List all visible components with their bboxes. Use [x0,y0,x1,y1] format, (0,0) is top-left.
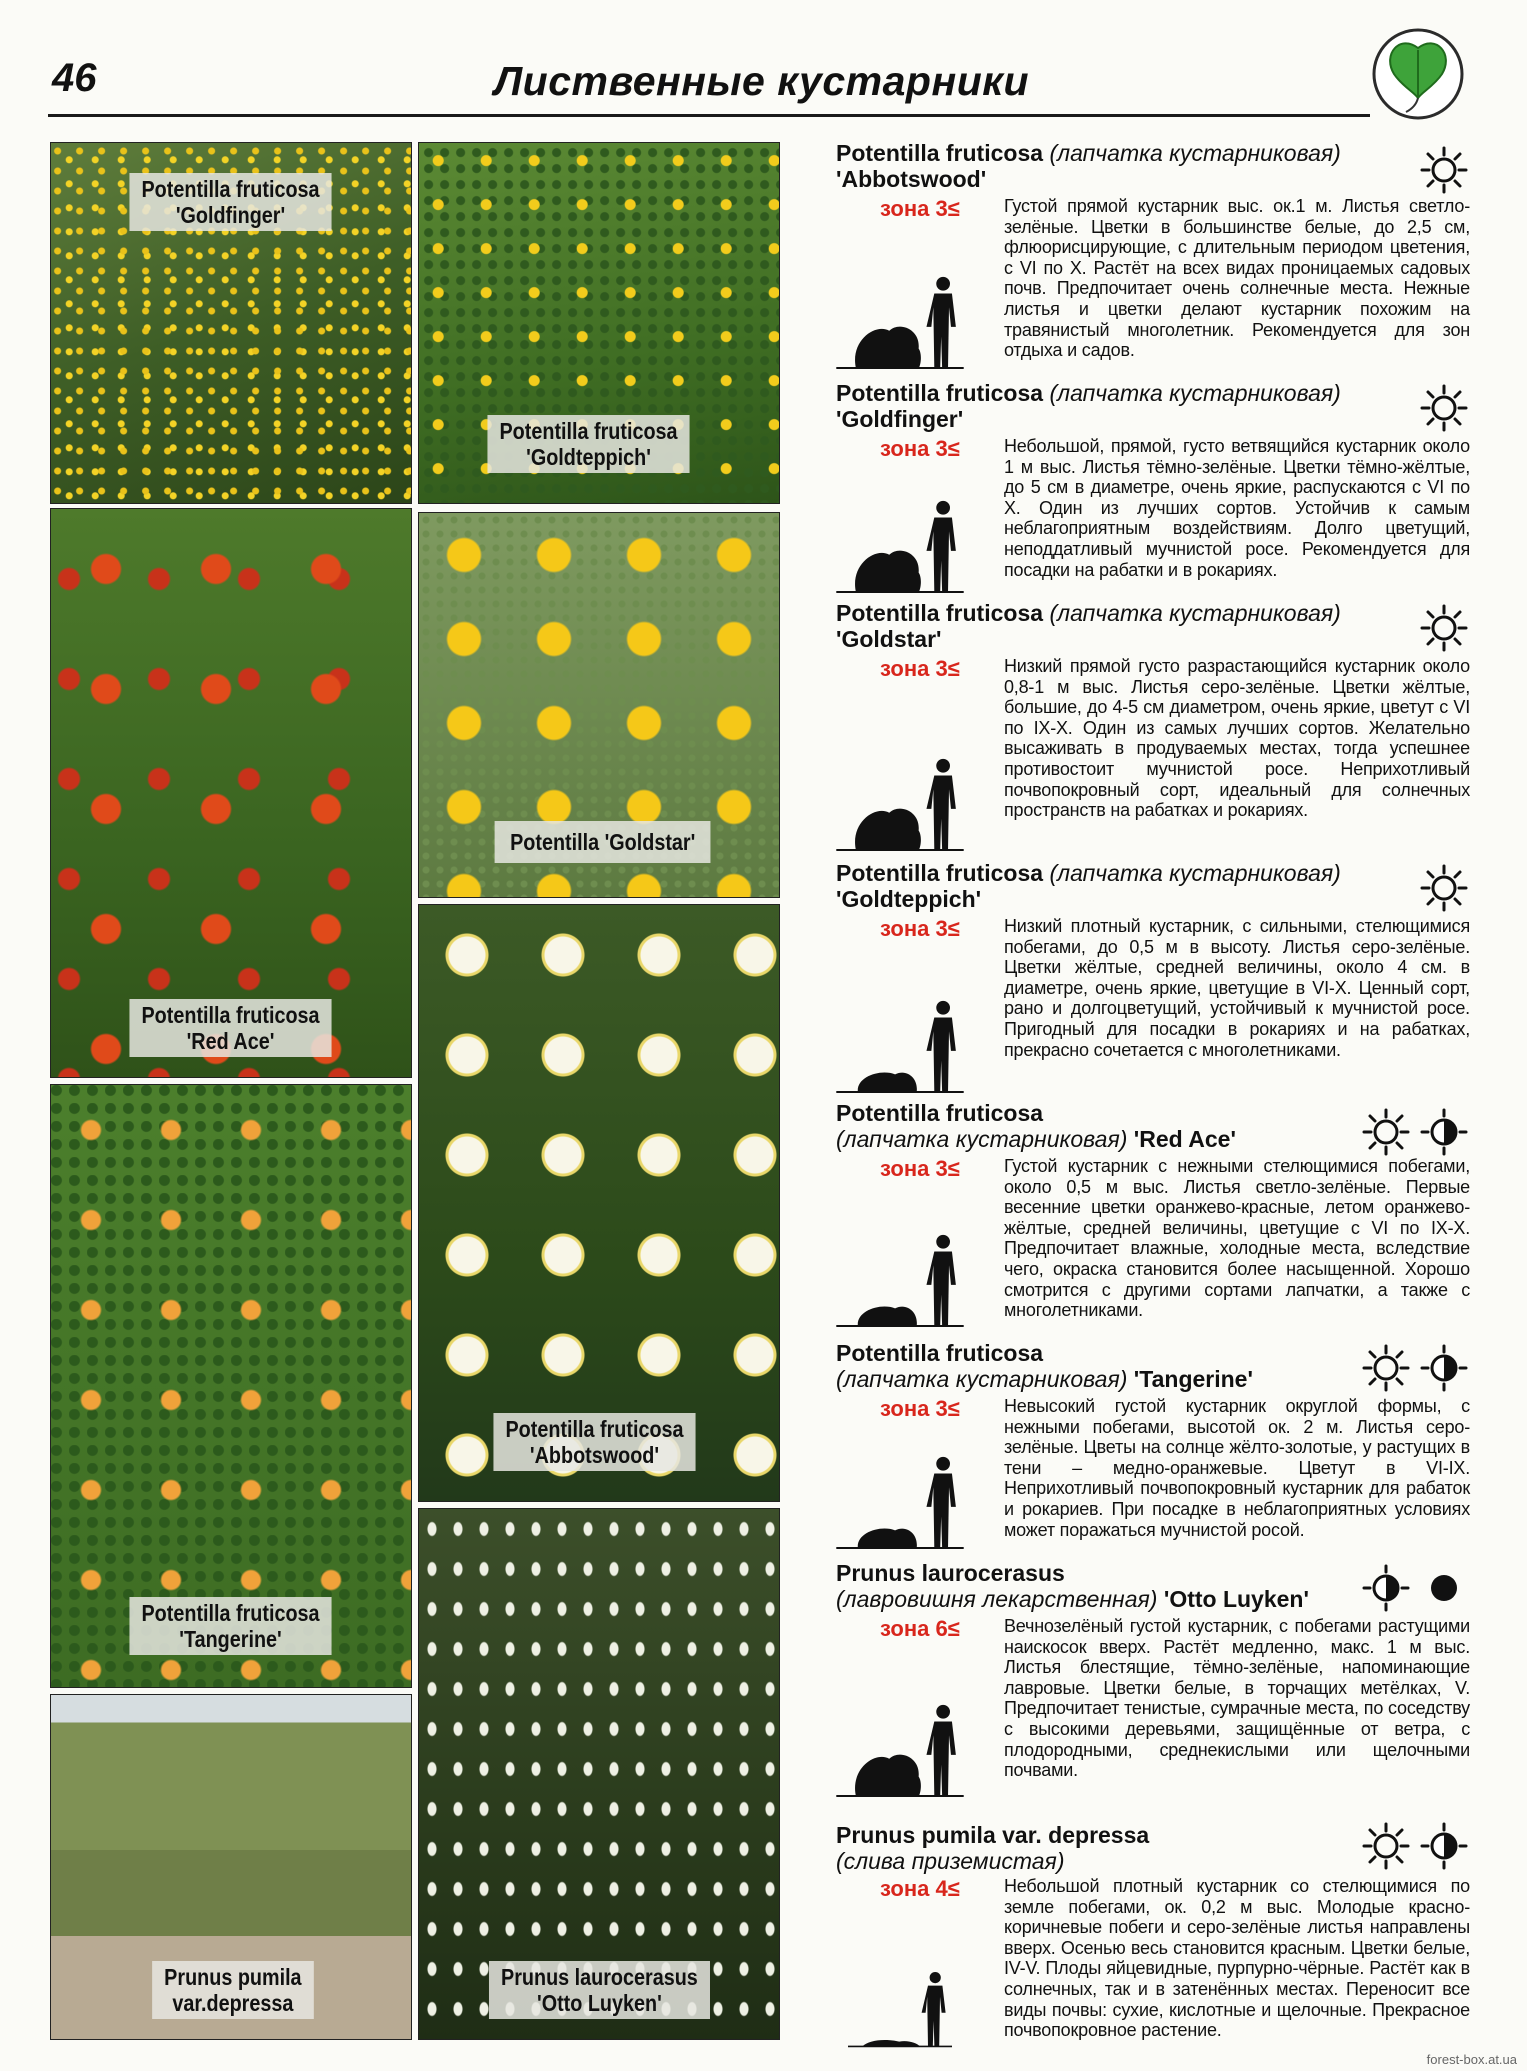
photo-prunus-laurocerasus [418,1508,780,2040]
photo-tangerine [50,1084,412,1688]
zone-label: зона 3≤ [880,436,960,461]
plant-name: Prunus pumila var. depressa (слива приземистая) [836,1822,1150,1874]
plant-description: Низкий плотный кустарник, с сильными, стелющимися побегами, до 0,5 м в высоту. Листья серо-зелёные. Цветки жёлтые, средней величины, около 4 см. в диаметре, очень яркие, цветущие в VI-X. Ценный сорт, рано и долгоцветущий, устойчивый к мучнистой росе. Пригодный для посадки в рокариях и на рабатках, прекрасно сочетается с многолетниками. [1004,916,1470,1060]
zone-label: зона 3≤ [880,1396,960,1421]
photo-prunus-pumila [50,1694,412,2040]
plant-name: Potentilla fruticosa (лапчатка кустарниковая) 'Tangerine' [836,1340,1253,1392]
photo-label: Potentilla fruticosa 'Abbotswood' [493,1413,695,1471]
photo-label: Potentilla fruticosa 'Goldteppich' [487,415,689,473]
size-comparison-icon [836,272,964,370]
sun-icon [1362,1822,1410,1870]
plant-entry [836,1560,1468,1800]
half-shade-icon [1420,1344,1468,1392]
zone-label: зона 3≤ [880,656,960,681]
plant-description: Невысокий густой кустарник округлой формы, с нежными побегами, высотой ок. 2 м. Листья серо-зелёные. Цветы на солнце жёлто-золотые, у растущих в тени – медно-оранжевые. Цветут в VI-IX. Неприхотливый почвопокровный кустарник для рабаток и рокариев. При посадке в неблагоприятных условиях может поражаться мучнистой росой. [1004,1396,1470,1540]
photo-label: Prunus laurocerasus 'Otto Luyken' [489,1961,710,2019]
zone-label: зона 3≤ [880,1156,960,1181]
plant-entry [836,1340,1468,1545]
zone-label: зона 3≤ [880,916,960,941]
photo-label: Potentilla fruticosa 'Tangerine' [129,1597,331,1655]
size-comparison-icon [836,496,964,594]
page-number: 46 [52,56,97,100]
plant-entry [836,860,1468,1090]
plant-description: Густой кустарник с нежными стелющимися побегами, около 0,5 м выс. Листья светло-зелёные. Первые весенние цветки оранжево-красные, летом оранжево-жёлтые, средней величины, цветущие с VI по IX-X. Предпочитает влажные, холодные места, вследствие чего, окраска становится более насыщенной. Хорошо смотрится с другими сортами лапчатки, а также с многолетниками. [1004,1156,1470,1321]
plant-entry [836,140,1468,370]
sun-icon [1420,604,1468,652]
zone-label: зона 6≤ [880,1616,960,1641]
leaf-logo-icon [1370,26,1466,122]
page-title: Лиственные кустарники [494,58,1030,104]
plant-name: Potentilla fruticosa (лапчатка кустарниковая) 'Abbotswood' [836,140,1341,192]
photo-red-ace [50,508,412,1078]
size-comparison-icon [836,754,964,852]
photo-goldstar [418,512,780,898]
watermark: forest-box.at.ua [1426,2052,1517,2067]
sun-icon [1362,1108,1410,1156]
plant-name: Potentilla fruticosa (лапчатка кустарниковая) 'Goldstar' [836,600,1341,652]
plant-name: Prunus laurocerasus (лавровишня лекарственная) 'Otto Luyken' [836,1560,1309,1612]
half-shade-icon [1420,1822,1468,1870]
plant-name: Potentilla fruticosa (лапчатка кустарниковая) 'Red Ace' [836,1100,1236,1152]
plant-description: Низкий прямой густо разрастающийся кустарник около 0,8-1 м выс. Листья серо-зелёные. Цветки жёлтые, большие, до 4-5 см диаметром, очень яркие, цветут с VI по IX-X. Один из самых лучших сортов. Желательно высаживать в продуваемых местах, тогда успешнее противостоит мучнистой росе. Неприхотливый почвопокровный сорт, идеальный для солнечных пространств на рабатках и рокариях. [1004,656,1470,821]
zone-label: зона 4≤ [880,1876,960,1901]
plant-description: Небольшой плотный кустарник со стелющимися по земле побегами, ок. 0,2 м выс. Молодые красно-коричневые побеги и серо-зелёные листья направлены вверх. Осенью весь становится красным. Цветки белые, IV-V. Плоды яйцевидные, пурпурно-чёрные. Растёт как в солнечных, так и в затенённых местах. Переносит все виды почвы: сухие, кислотные и щелочные. Прекрасное почвопокровное растение. [1004,1876,1470,2041]
header-divider [48,114,1370,117]
size-comparison-icon [836,1452,964,1550]
photo-label: Prunus pumila var.depressa [152,1961,313,2019]
photo-label: Potentilla 'Goldstar' [495,821,711,863]
plant-description: Небольшой, прямой, густо ветвящийся кустарник около 1 м выс. Листья тёмно-зелёные. Цветки тёмно-жёлтые, до 5 см в диаметре, очень яркие, распускаются с VI по X. Один из лучших сортов. Устойчив к самым неблагоприятным воздействиям. Долго цветущий, неподдатливый мучнистой росе. Рекомендуется для посадки на рабатки и в рокариях. [1004,436,1470,580]
sun-icon [1420,146,1468,194]
photo-goldteppich [418,142,780,504]
photo-label: Potentilla fruticosa 'Goldfinger' [129,173,331,231]
sun-icon [1420,384,1468,432]
half-shade-icon [1420,1108,1468,1156]
size-comparison-icon [836,1230,964,1328]
photo-goldfinger [50,142,412,504]
plant-entry [836,1100,1468,1325]
size-comparison-icon [836,1968,964,2048]
plant-entry [836,380,1468,590]
photo-label: Potentilla fruticosa 'Red Ace' [129,999,331,1057]
plant-name: Potentilla fruticosa (лапчатка кустарниковая) 'Goldteppich' [836,860,1341,912]
plant-description: Густой прямой кустарник выс. ок.1 м. Листья светло-зелёные. Цветки в большинстве белые, до 2,5 см, флюорисцирующие, с длительным периодом цветения, с VI по X. Растёт на всех видах проницаемых садовых почв. Предпочитает очень солнечные места. Нежные листья и цветки делают кустарник похожим на травянистый многолетник. Рекомендуется для зон отдыха и садов. [1004,196,1470,361]
plant-description: Вечнозелёный густой кустарник, с побегами растущими наискосок вверх. Растёт медленно, макс. 1 м выс. Листья блестящие, тёмно-зелёные, напоминающие лавровые. Цветки белые, в торчащих метёлках, V. Предпочитает тенистые, сумрачные места, по соседству с высокими деревьями, защищённые от ветра, с плодородными, среднекислыми или щелочными почвами. [1004,1616,1470,1781]
photo-abbotswood [418,904,780,1502]
zone-label: зона 3≤ [880,196,960,221]
size-comparison-icon [836,996,964,1094]
shade-icon [1420,1564,1468,1612]
size-comparison-icon [836,1700,964,1798]
plant-entry [836,600,1468,850]
plant-name: Potentilla fruticosa (лапчатка кустарниковая) 'Goldfinger' [836,380,1341,432]
sun-icon [1362,1344,1410,1392]
plant-entry [836,1822,1468,2052]
half-shade-icon [1362,1564,1410,1612]
sun-icon [1420,864,1468,912]
